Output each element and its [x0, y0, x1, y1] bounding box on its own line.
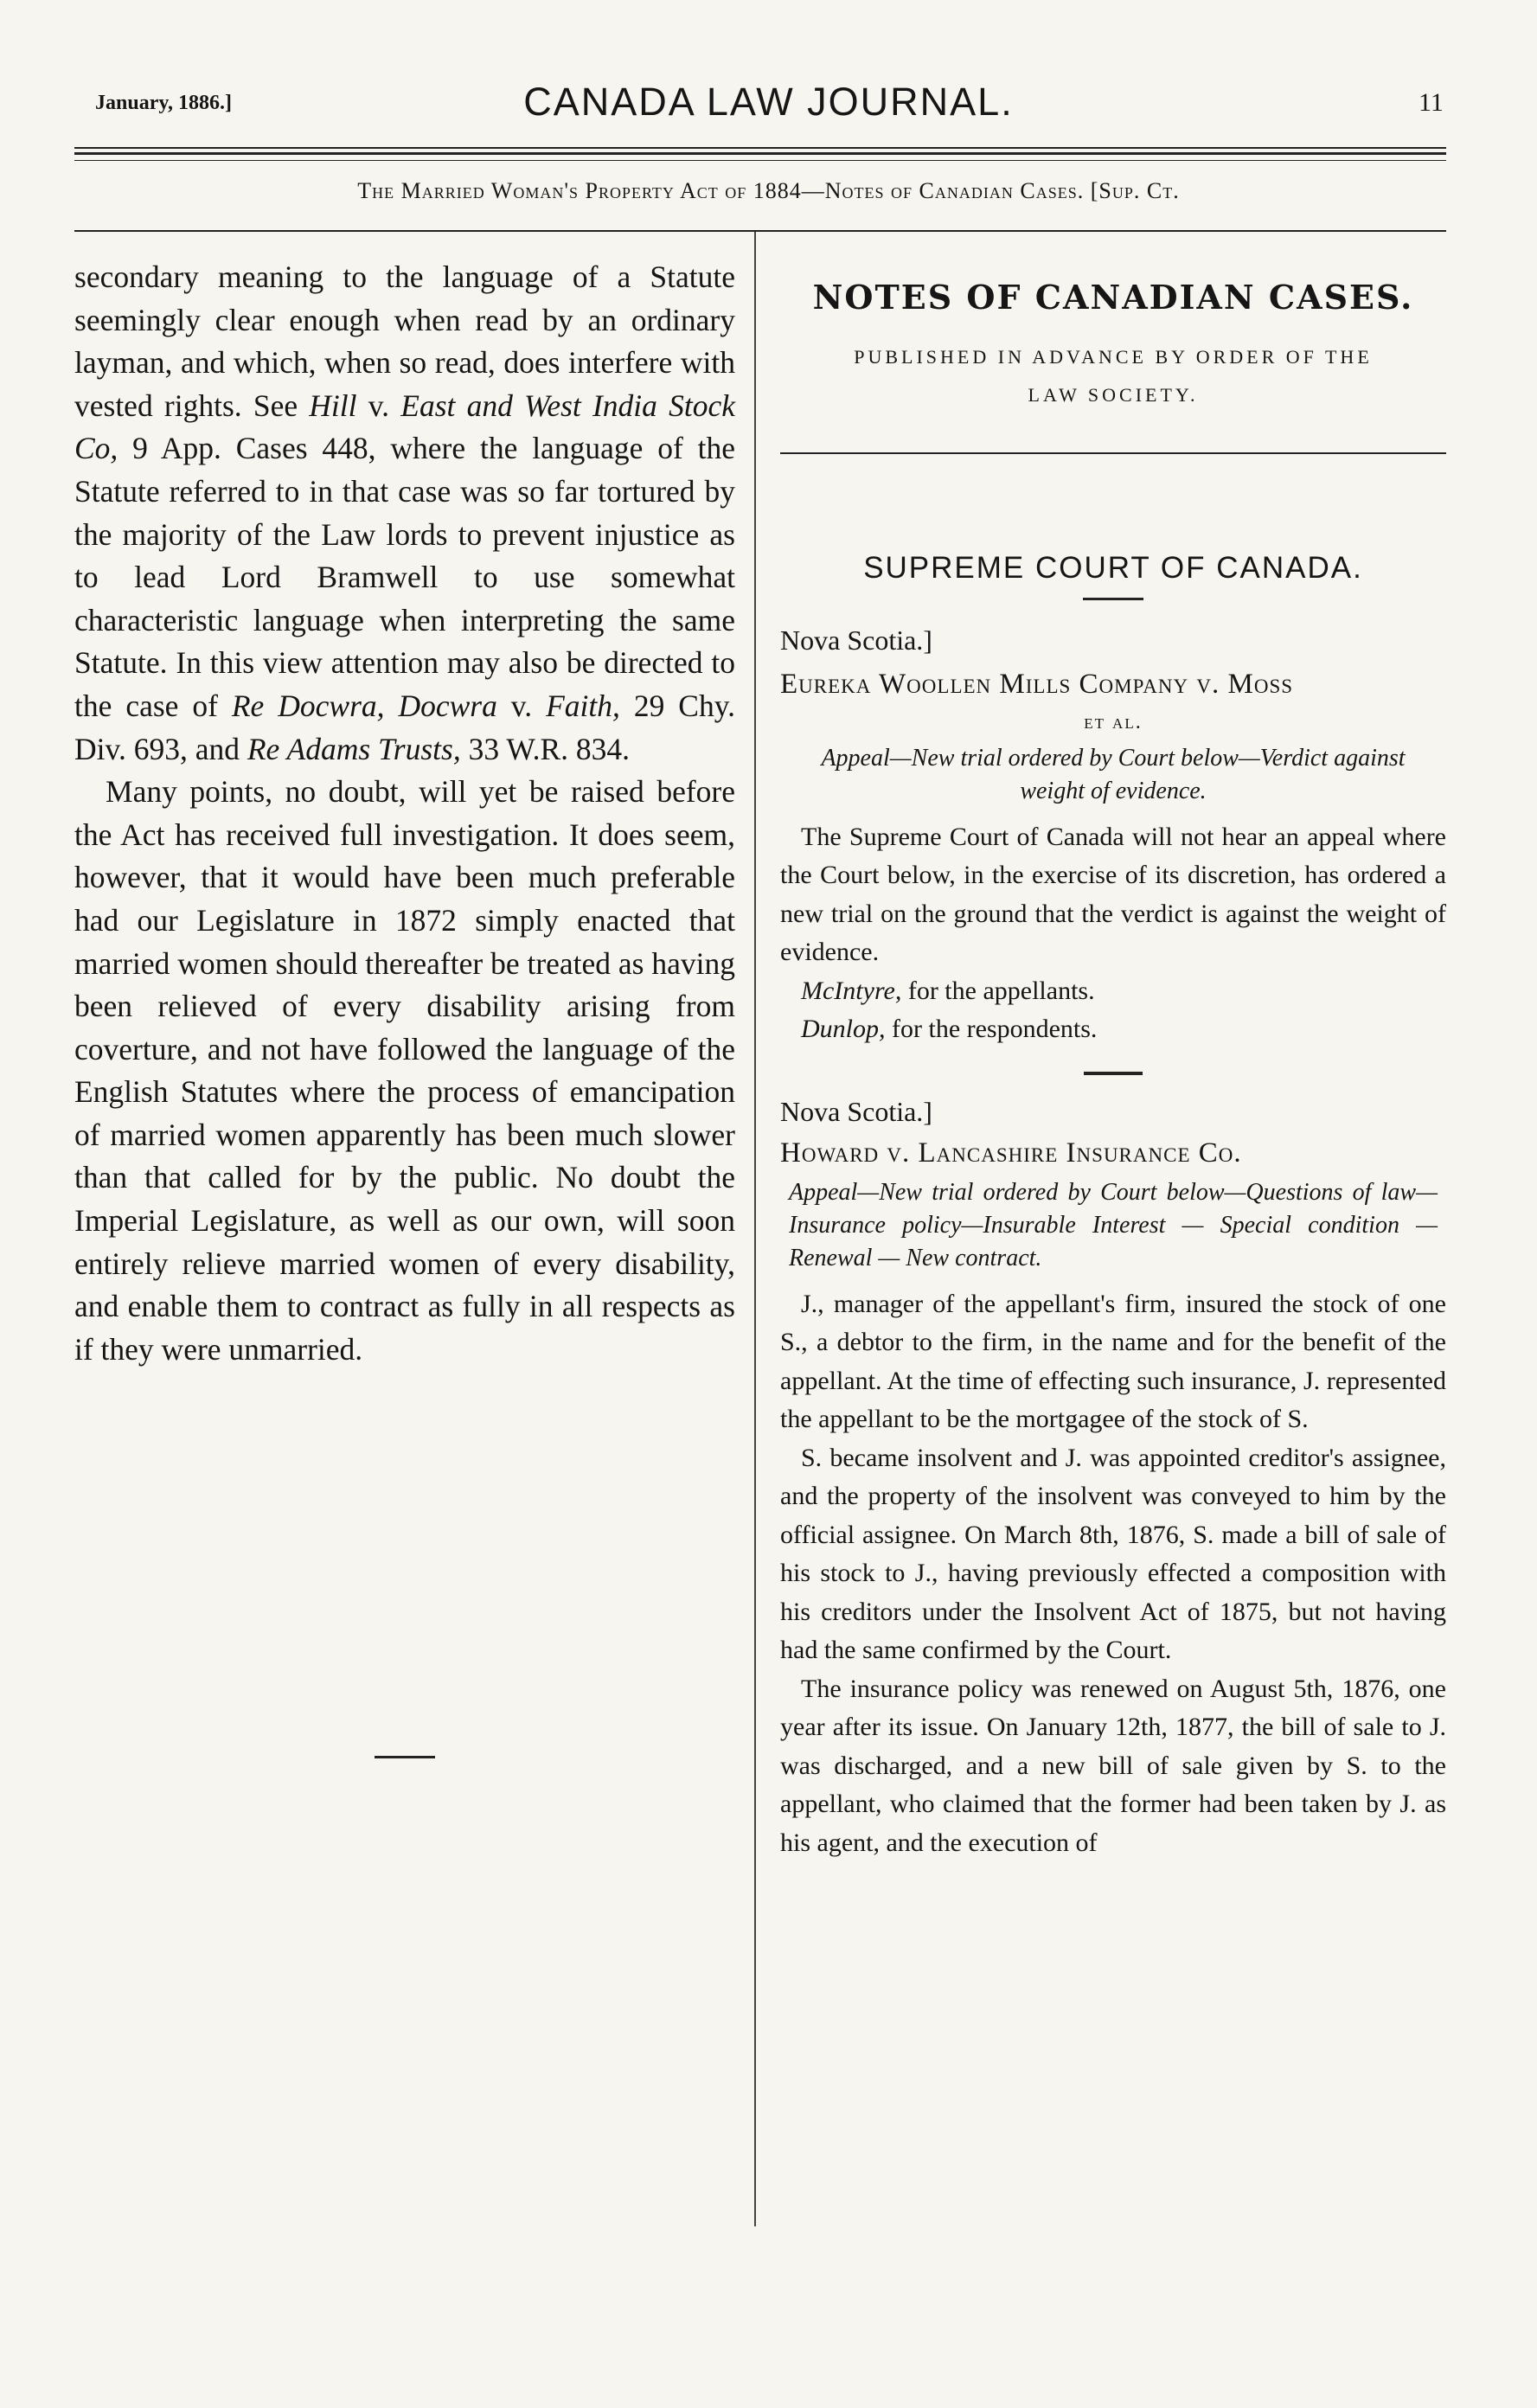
- notes-title: NOTES OF CANADIAN CASES.: [812, 278, 1414, 317]
- case-et-al: et al.: [1084, 711, 1143, 733]
- case-citation: Re Adams Trusts,: [247, 731, 461, 766]
- counsel-name: Dunlop,: [801, 1015, 886, 1043]
- published-line-1: PUBLISHED IN ADVANCE BY ORDER OF THE: [854, 345, 1373, 368]
- text-run: v.: [496, 688, 547, 723]
- case-headnote: Appeal—New trial ordered by Court below—Questions of law—Insurance policy—Insurable Interest — Special condition — Renewal — New contract.: [789, 1178, 1438, 1271]
- journal-title: CANADA LAW JOURNAL.: [523, 80, 1014, 124]
- running-head: The Married Woman's Property Act of 1884—Notes of Canadian Cases. [Sup. Ct.: [357, 178, 1180, 203]
- running-head-rule: [74, 230, 1446, 232]
- header-rule-double: [74, 152, 1446, 155]
- case-citation: Faith,: [546, 688, 620, 723]
- right-column: [780, 279, 1446, 1862]
- paragraph-secondary-meaning: [74, 256, 735, 771]
- page-number: 11: [1419, 88, 1444, 117]
- case-body: The Supreme Court of Canada will not hear an appeal where the Court below, in the exercise of its discretion, has ordered a new trial on the ground that the verdict is against the weight of evidence.: [780, 822, 1446, 966]
- header-rule-thin: [74, 160, 1446, 161]
- case-body-2: S. became insolvent and J. was appointed creditor's assignee, and the property of the insolvent was conveyed to him by the official assignee. On March 8th, 1876, S. made a bill of sale of his stock to J., having previously effected a composition with his creditors under the Insolvent Act of 1875, but not having had the same confirmed by the Court.: [780, 1443, 1446, 1664]
- text-run: secondary meaning to the language of a Statute seemingly clear enough when read by an ordinary layman, and which, when so read, does interfere with vested rights. See: [74, 259, 735, 423]
- text-run: 29 Chy. Div. 693, and: [74, 688, 736, 766]
- left-column: [74, 256, 735, 1758]
- end-rule: [375, 1756, 435, 1758]
- case-howard: [780, 1092, 1446, 1863]
- text-run: 9 App. Cases 448, where the language of the Statute referred to in that case was so far tortured by the majority of the Law lords to prevent injustice as to lead Lord Bramwell to use somewhat characteristic language when interpreting the same Statute. In this view attention may also be directed to the case of: [74, 431, 735, 723]
- case-citation: East and West India Stock Co,: [74, 387, 735, 466]
- header-rule-top: [74, 147, 1446, 149]
- text-run: v.: [356, 387, 401, 423]
- case-eureka: [780, 621, 1446, 1049]
- case-separator-rule: [1084, 1072, 1143, 1075]
- notes-rule: [780, 452, 1446, 454]
- case-citation: Re Docwra, Docwra: [231, 688, 497, 723]
- case-location: Nova Scotia.]: [780, 1095, 932, 1127]
- counsel-role: for the respondents.: [885, 1015, 1098, 1043]
- case-headnote: Appeal—New trial ordered by Court below—Verdict against weight of evidence.: [821, 744, 1406, 804]
- column-divider: [754, 232, 756, 2226]
- court-heading: SUPREME COURT OF CANADA.: [863, 550, 1363, 585]
- case-name: Eureka Woollen Mills Company v. Moss: [780, 668, 1294, 700]
- case-body-1: J., manager of the appellant's firm, insured the stock of one S., a debtor to the firm, in the name and for the benefit of the appellant. At the time of effecting such insurance, J. represented the appellant to be the mortgagee of the stock of S.: [780, 1289, 1446, 1433]
- paragraph-many-points: Many points, no doubt, will yet be raised before the Act has received full investigation. It does seem, however, that it would have been much preferable had our Legislature in 1872 simply enacted that married women should thereafter be treated as having been relieved of every disability arising from coverture, and not have followed the language of the English Statutes where the process of emancipation of married women apparently has been much slower than that called for by the public. No doubt the Imperial Legislature, as well as our own, will soon entirely relieve married women of every disability, and enable them to contract as fully in all respects as if they were unmarried.: [74, 774, 735, 1367]
- court-rule: [1083, 598, 1143, 600]
- case-body-3: The insurance policy was renewed on August 5th, 1876, one year after its issue. On January 12th, 1877, the bill of sale to J. was discharged, and a new bill of sale given by S. to the appellant, who claimed that the former had been taken by J. as his agent, and the execution of: [780, 1674, 1446, 1857]
- header-date: January, 1886.]: [95, 92, 233, 114]
- case-location: Nova Scotia.]: [780, 624, 932, 656]
- text-run: 33 W.R. 834.: [460, 731, 631, 766]
- counsel-respondents: [780, 1010, 1446, 1049]
- published-note: [780, 338, 1446, 414]
- counsel-appellants: [780, 972, 1446, 1011]
- counsel-name: McIntyre,: [801, 976, 902, 1005]
- counsel-role: for the appellants.: [901, 976, 1095, 1005]
- case-name: Howard v. Lancashire Insurance Co.: [780, 1137, 1242, 1169]
- published-line-2: LAW SOCIETY.: [1028, 383, 1199, 406]
- case-citation: Hill: [309, 387, 357, 423]
